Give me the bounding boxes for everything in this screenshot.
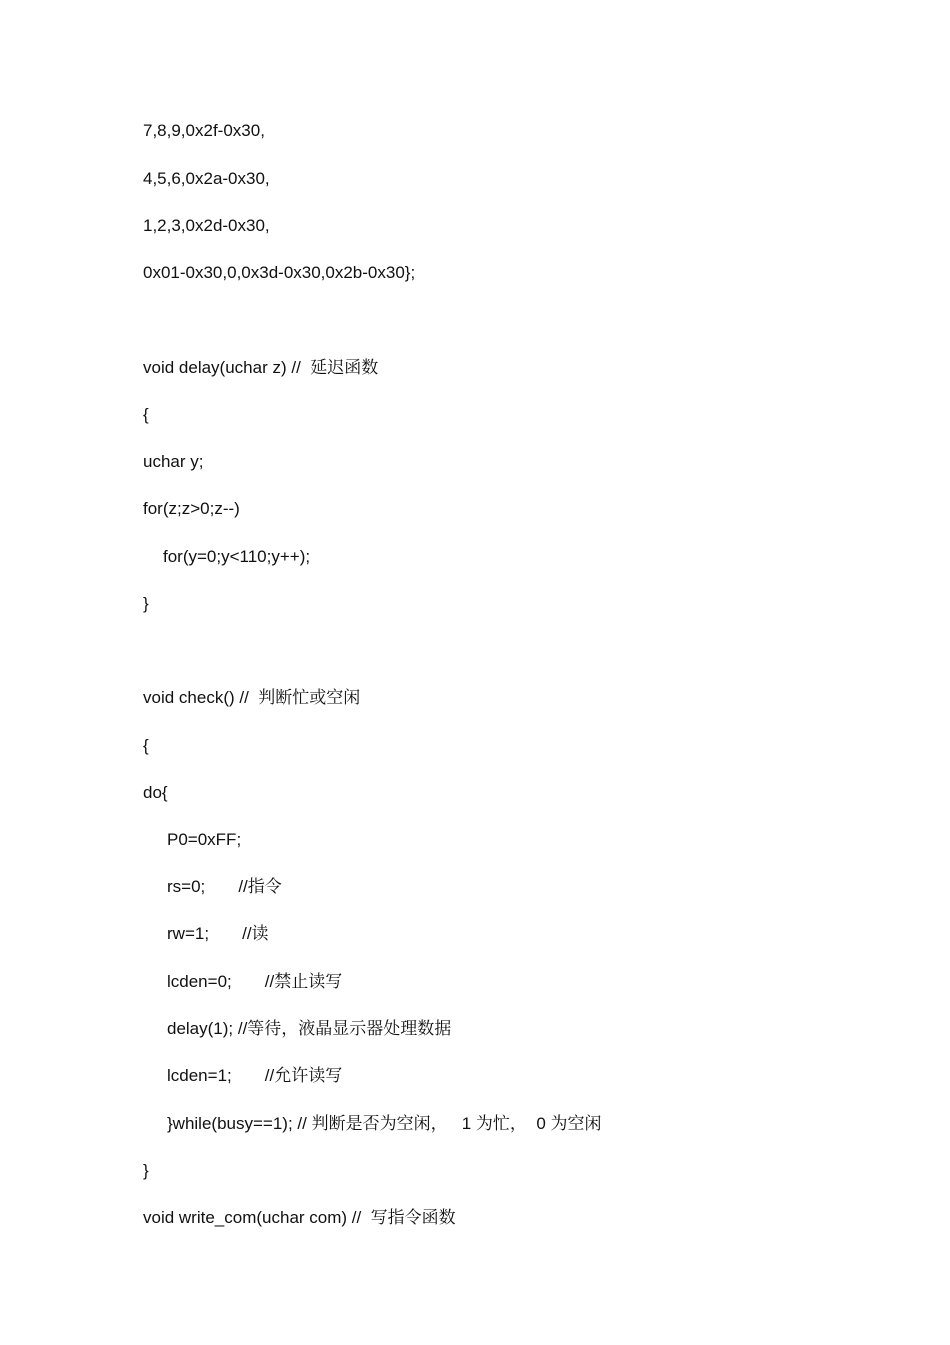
code-line: rw=1; //读 bbox=[167, 924, 269, 943]
code-line: 1,2,3,0x2d-0x30, bbox=[143, 216, 270, 235]
code-line: } bbox=[143, 594, 149, 613]
code-line: rs=0; //指令 bbox=[167, 877, 282, 896]
code-line: 7,8,9,0x2f-0x30, bbox=[143, 121, 265, 140]
code-line: void write_com(uchar com) // 写指令函数 bbox=[143, 1208, 456, 1227]
code-line: lcden=1; //允许读写 bbox=[167, 1066, 343, 1085]
code-line: }while(busy==1); // 判断是否为空闲， 1 为忙， 0 为空闲 bbox=[167, 1114, 602, 1133]
code-line: { bbox=[143, 736, 149, 755]
code-line: 4,5,6,0x2a-0x30, bbox=[143, 169, 270, 188]
code-line: do{ bbox=[143, 783, 168, 802]
code-line: for(z;z>0;z--) bbox=[143, 499, 240, 518]
code-line: uchar y; bbox=[143, 452, 204, 471]
code-line: } bbox=[143, 1161, 149, 1180]
code-line: void check() // 判断忙或空闲 bbox=[143, 688, 361, 707]
code-line: delay(1); //等待，液晶显示器处理数据 bbox=[167, 1019, 452, 1038]
code-line: P0=0xFF; bbox=[167, 830, 242, 849]
code-line: 0x01-0x30,0,0x3d-0x30,0x2b-0x30}; bbox=[143, 263, 416, 282]
code-line: void delay(uchar z) // 延迟函数 bbox=[143, 358, 379, 377]
code-line: for(y=0;y<110;y++); bbox=[163, 547, 311, 566]
code-line: { bbox=[143, 405, 149, 424]
code-line: lcden=0; //禁止读写 bbox=[167, 972, 343, 991]
